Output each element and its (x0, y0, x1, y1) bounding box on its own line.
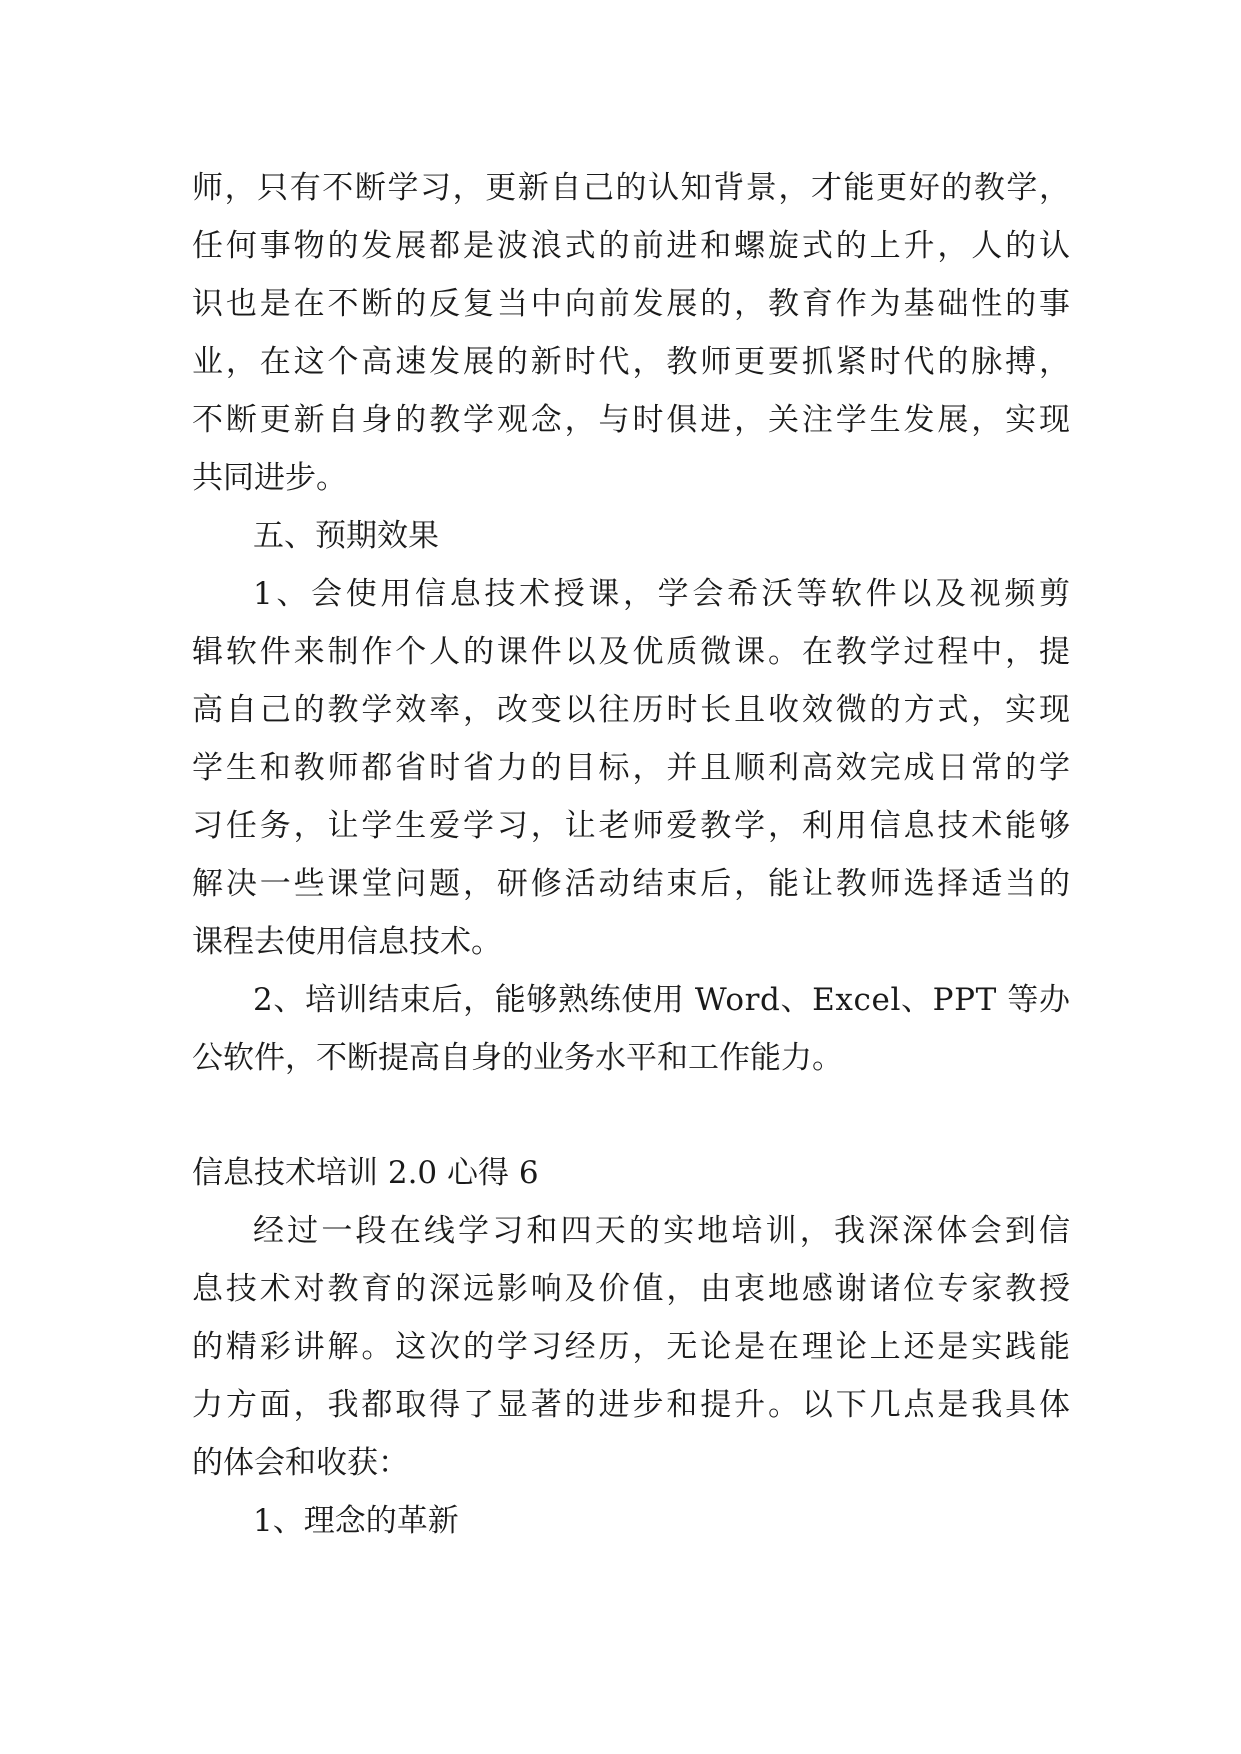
text-line: 任何事物的发展都是波浪式的前进和螺旋式的上升，人的认 (192, 228, 1073, 264)
article-title: 信息技术培训 2.0 心得 6 (192, 1155, 539, 1191)
text-line: 力方面，我都取得了显著的进步和提升。以下几点是我具体 (192, 1387, 1073, 1423)
text-line: 课程去使用信息技术。 (192, 924, 502, 960)
text-line: 1、会使用信息技术授课，学会希沃等软件以及视频剪 (253, 576, 1074, 612)
text-line: 习任务，让学生爱学习，让老师爱教学，利用信息技术能够 (192, 808, 1073, 844)
text-line: 辑软件来制作个人的课件以及优质微课。在教学过程中，提 (192, 634, 1073, 670)
text-line: 息技术对教育的深远影响及价值，由衷地感谢诸位专家教授 (192, 1271, 1073, 1307)
text-line: 经过一段在线学习和四天的实地培训，我深深体会到信 (253, 1213, 1074, 1249)
section-heading: 五、预期效果 (253, 518, 439, 554)
sub-heading: 1、理念的革新 (253, 1503, 459, 1539)
text-line: 公软件，不断提高自身的业务水平和工作能力。 (192, 1040, 843, 1076)
text-line: 学生和教师都省时省力的目标，并且顺利高效完成日常的学 (192, 750, 1073, 786)
text-line: 高自己的教学效率，改变以往历时长且收效微的方式，实现 (192, 692, 1073, 728)
text-line: 解决一些课堂问题，研修活动结束后，能让教师选择适当的 (192, 866, 1073, 902)
text-line: 不断更新自身的教学观念，与时俱进，关注学生发展，实现 (192, 402, 1073, 438)
text-line: 师，只有不断学习，更新自己的认知背景，才能更好的教学， (192, 170, 1072, 206)
text-line: 业，在这个高速发展的新时代，教师更要抓紧时代的脉搏， (192, 344, 1073, 380)
text-line: 识也是在不断的反复当中向前发展的，教育作为基础性的事 (192, 286, 1073, 322)
text-line: 2、培训结束后，能够熟练使用 Word、Excel、PPT 等办 (253, 982, 1071, 1018)
text-line: 共同进步。 (192, 460, 347, 496)
text-line: 的体会和收获： (192, 1445, 409, 1481)
text-line: 的精彩讲解。这次的学习经历，无论是在理论上还是实践能 (192, 1329, 1073, 1365)
